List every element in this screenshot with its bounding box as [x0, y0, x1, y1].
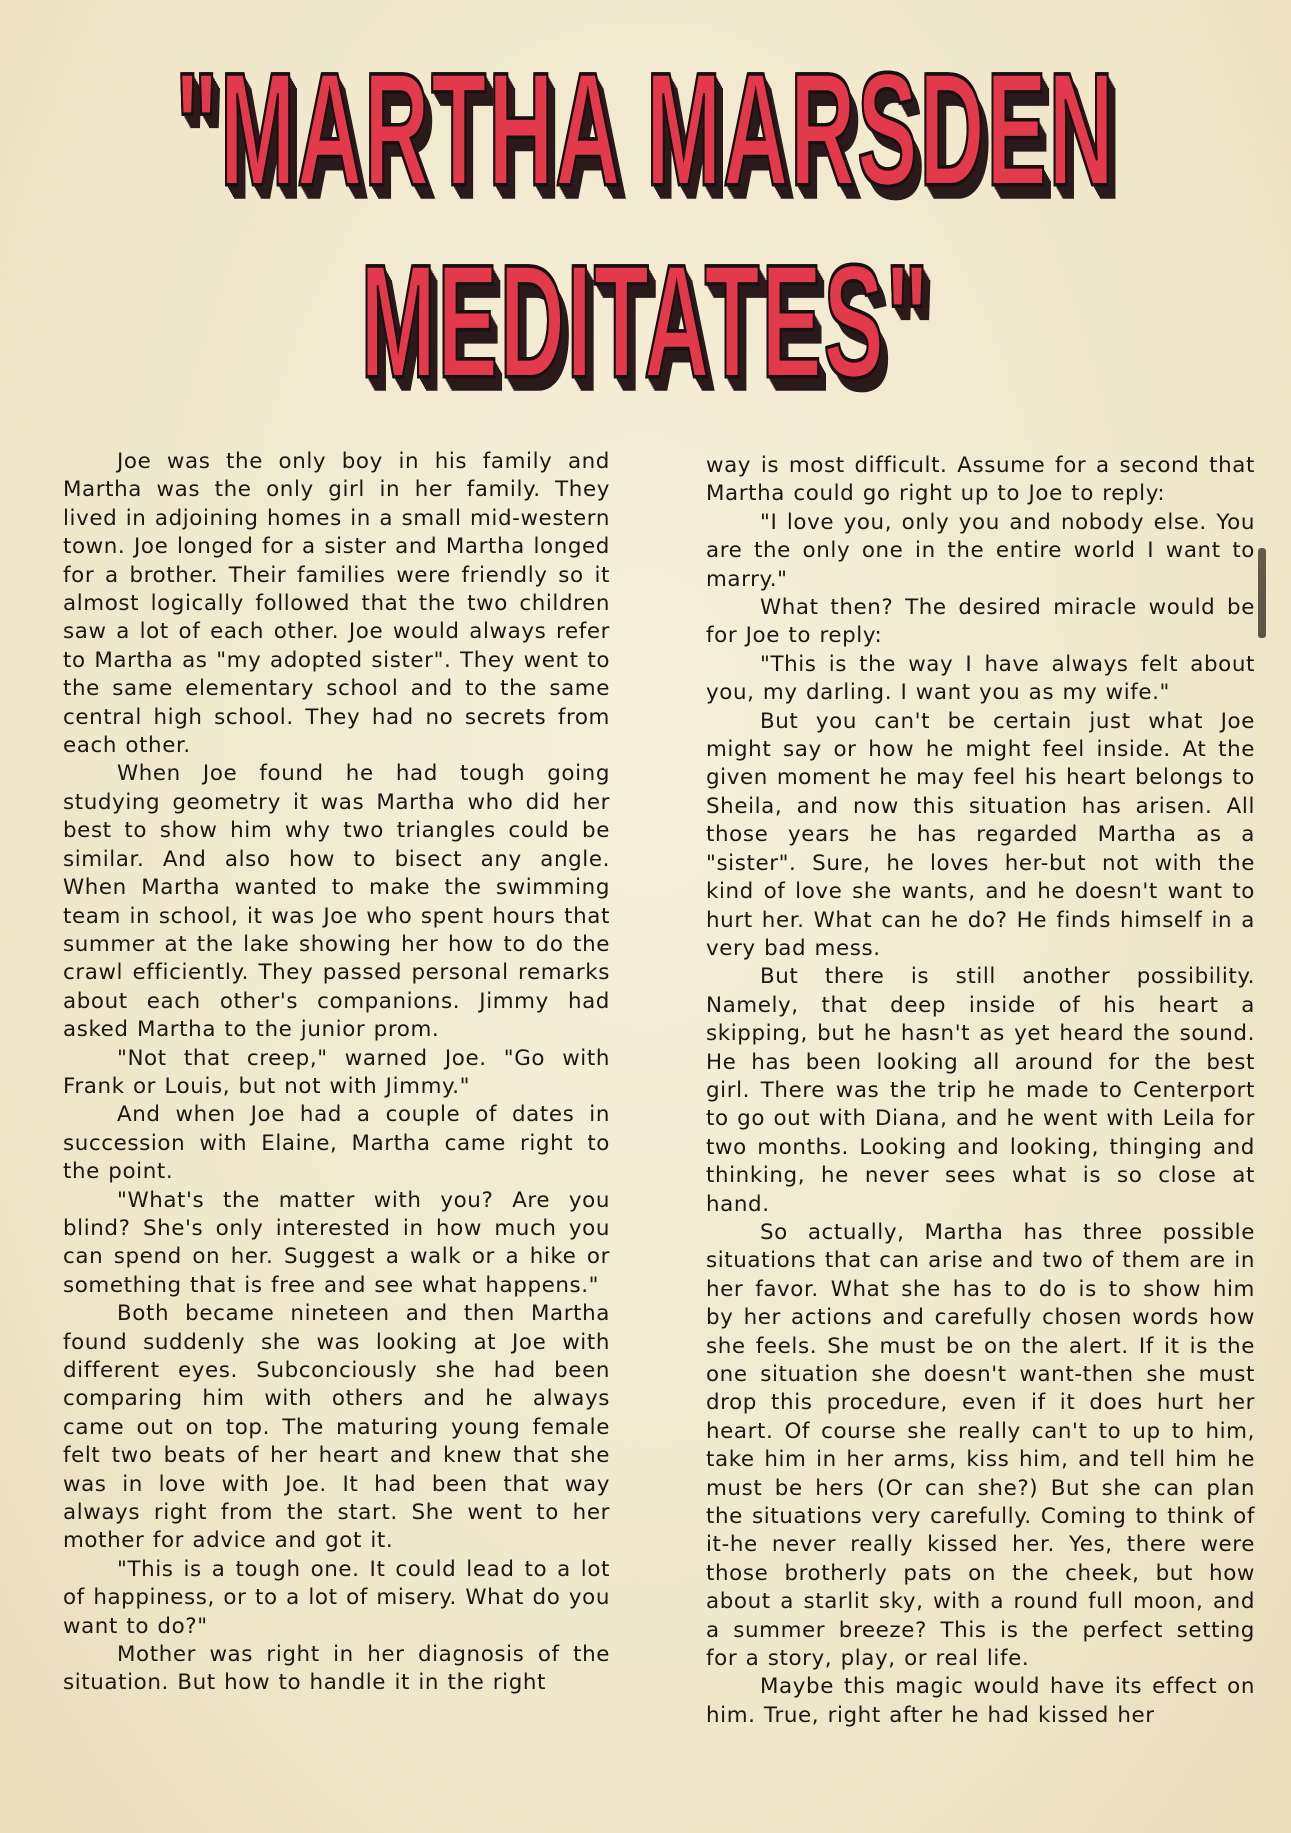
- ink-smudge: [1258, 548, 1266, 638]
- paragraph: way is most difficult. Assume for a second that Martha could go right up to Joe to reply:: [706, 453, 1255, 507]
- paragraph: When Joe found he had tough going studying geometry it was Martha who did her best to show him why two triangles could be similar. And also how to bisect any angle. When Martha wanted to make the swimming team in school, it was Joe who spent hours that summer at the lake showing her how to do the crawl efficiently. They passed personal remarks about each other's companions. Jimmy had asked Martha to the junior prom.: [63, 761, 610, 1043]
- paragraph: Mother was right in her diagnosis of the situation. But how to handle it in the right: [63, 1642, 610, 1696]
- paragraph: Maybe this magic would have its effect on him. True, right after he had kissed her: [706, 1674, 1255, 1728]
- paragraph: "Not that creep," warned Joe. "Go with Frank or Louis, but not with Jimmy.": [63, 1045, 610, 1099]
- story-title: [60, 41, 1231, 420]
- paragraph: What then? The desired miracle would be for Joe to reply:: [706, 595, 1255, 649]
- title-line-2: MEDITATES": [360, 233, 931, 412]
- paragraph: And when Joe had a couple of dates in succession with Elaine, Martha came right to the point.: [63, 1102, 610, 1185]
- paragraph: "I love you, only you and nobody else. You are the only one in the entire world I want to marry.": [706, 509, 1255, 592]
- paragraph: "What's the matter with you? Are you blind? She's only interested in how much you can spend on her. Suggest a walk or a hike or something that is free and see what happens.": [63, 1187, 610, 1298]
- title-line-1: "MARTHA MARSDEN: [175, 41, 1116, 220]
- paragraph: Both became nineteen and then Martha found suddenly she was looking at Joe with different eyes. Subconciously she had been comparing him with others and he always came out on top. The maturing young female felt two beats of her heart and knew that she was in love with Joe. It had been that way always right from the start. She went to her mother for advice and got it.: [63, 1301, 610, 1554]
- paragraph: Joe was the only boy in his family and Martha was the only girl in her family. They lived in adjoining homes in a small mid-western town. Joe longed for a sister and Martha longed for a brother. Their families were friendly so it almost logically followed that the two children saw a lot of each other. Joe would always refer to Martha as "my adopted sister". They went to the same elementary school and to the same central high school. They had no secrets from each other.: [63, 449, 610, 759]
- paragraph: "This is the way I have always felt about you, my darling. I want you as my wife.": [706, 651, 1255, 706]
- left-column: [63, 448, 610, 1698]
- right-column: [706, 452, 1255, 1730]
- paragraph: But you can't be certain just what Joe might say or how he might feel inside. At the given moment he may feel his heart belongs to Sheila, and now this situation has arisen. All those years he has regarded Martha as a "sister". Sure, he loves her-but not with the kind of love she wants, and he doesn't want to hurt her. What can he do? He finds himself in a very bad mess.: [706, 708, 1255, 961]
- paragraph: But there is still another possibility. Namely, that deep inside of his heart a skipping, but he hasn't as yet heard the sound. He has been looking all around for the best girl. There was the trip he made to Centerport to go out with Diana, and he went with Leila for two months. Looking and looking, thinging and thinking, he never sees what is so close at hand.: [706, 964, 1255, 1217]
- paragraph: So actually, Martha has three possible situations that can arise and two of them are in her favor. What she has to do is to show him by her actions and carefully chosen words how she feels. She must be on the alert. If it is the one situation she doesn't want-then she must drop this procedure, even if it does hurt her heart. Of course she really can't to up to him, take him in her arms, kiss him, and tell him he must be hers (Or can she?) But she can plan the situations very carefully. Coming to think of it-he never really kissed her. Yes, there were those brotherly pats on the cheek, but how about a starlit sky, with a round full moon, and a summer breeze? This is the perfect setting for a story, play, or real life.: [706, 1219, 1255, 1672]
- paragraph: "This is a tough one. It could lead to a lot of happiness, or to a lot of misery. What do you want to do?": [63, 1556, 610, 1639]
